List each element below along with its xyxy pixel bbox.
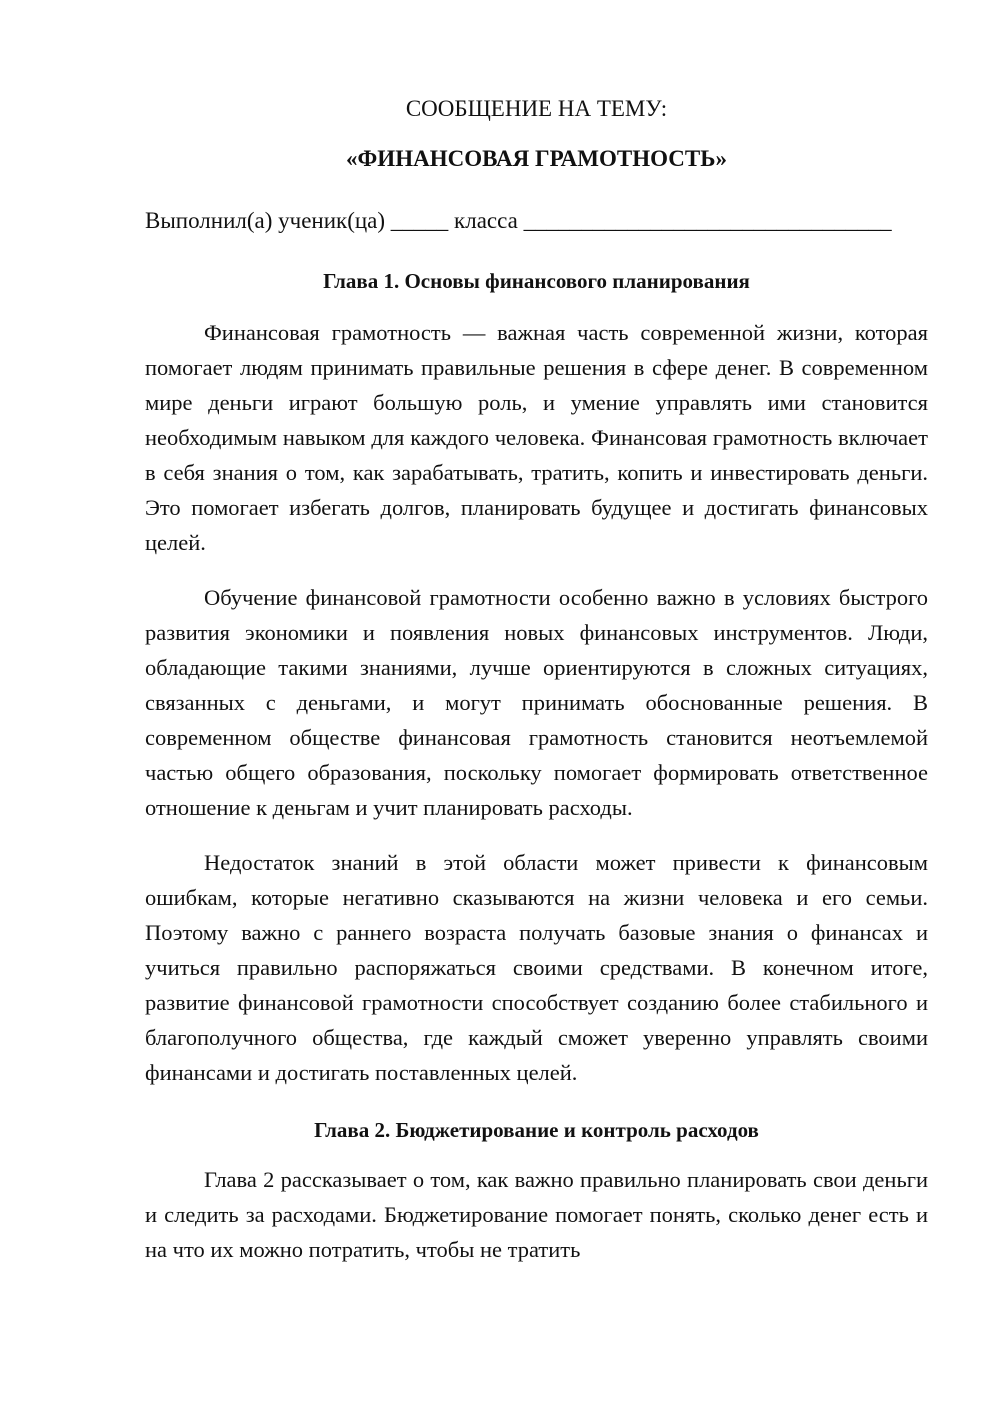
chapter-2-title: Глава 2. Бюджетирование и контроль расходов: [314, 1118, 759, 1142]
chapter-1-paragraph-2: Обучение финансовой грамотности особенно важно в условиях быстрого развития экономики и появления новых финансовых инструментов. Люди, обладающие такими знаниями, лучше ориентируются в сложных ситуациях, связанных с деньгами, и могут принимать обоснованные решения. В современном обществе финансовая грамотность становится неотъемлемой частью общего образования, поскольку помогает формировать ответственное отношение к деньгам и учит планировать расходы.: [145, 585, 928, 820]
document-title: «ФИНАНСОВАЯ ГРАМОТНОСТЬ»: [346, 146, 727, 171]
chapter-1-paragraph-3: Недостаток знаний в этой области может привести к финансовым ошибкам, которые негативно сказываются на жизни человека и его семьи. Поэтому важно с раннего возраста получать базовые знания о финансах и учиться правильно распоряжаться своими средствами. В конечном итоге, развитие финансовой грамотности способствует созданию более стабильного и благополучного общества, где каждый сможет уверенно управлять своими финансами и достигать поставленных целей.: [145, 850, 928, 1085]
document-page: [145, 92, 928, 1267]
chapter-1-paragraph-1: Финансовая грамотность — важная часть современной жизни, которая помогает людям принимать правильные решения в сфере денег. В современном мире деньги играют большую роль, и умение управлять ими становится необходимым навыком для каждого человека. Финансовая грамотность включает в себя знания о том, как зарабатывать, тратить, копить и инвестировать деньги. Это помогает избегать долгов, планировать будущее и достигать финансовых целей.: [145, 320, 928, 555]
chapter-1-title: Глава 1. Основы финансового планирования: [323, 269, 750, 293]
document-heading-topic: СООБЩЕНИЕ НА ТЕМУ:: [405, 96, 668, 121]
author-line: Выполнил(а) ученик(ца) _____ класса ________________________________: [145, 208, 892, 233]
chapter-2-paragraph-1: Глава 2 рассказывает о том, как важно правильно планировать свои деньги и следить за расходами. Бюджетирование помогает понять, сколько денег есть и на что их можно потратить, чтобы не тратить: [145, 1167, 928, 1262]
